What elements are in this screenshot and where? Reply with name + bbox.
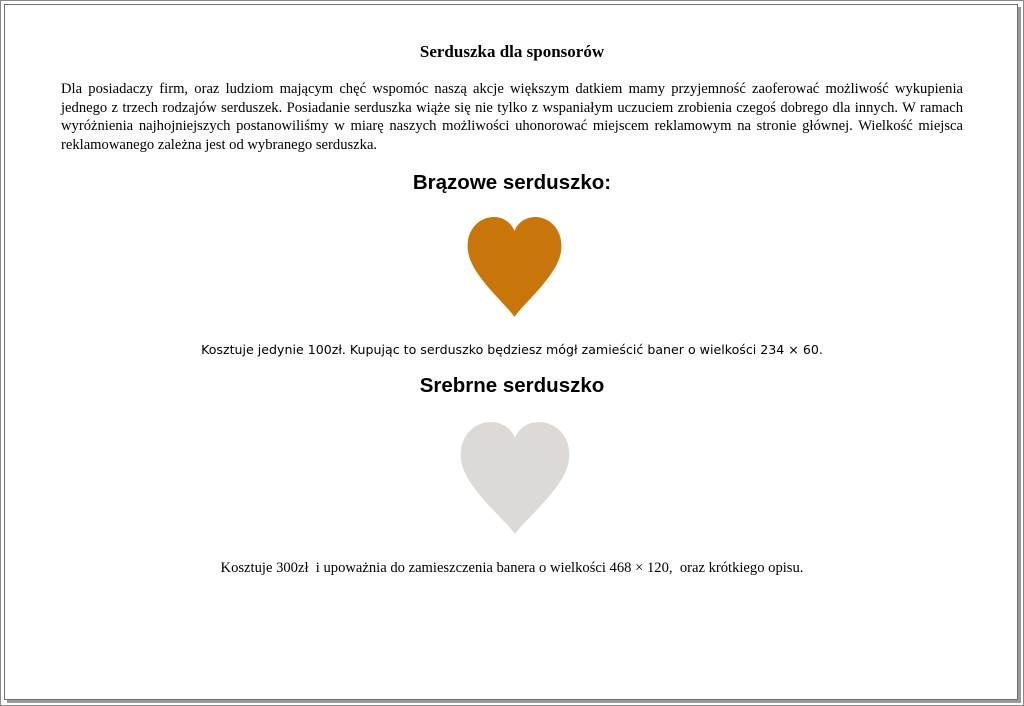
bronze-heart-heading: Brązowe serduszko:	[412, 171, 612, 194]
silver-heart-description: Kosztuje 300zł i upoważnia do zamieszczenia banera o wielkości 468 × 120, oraz krótkiego opisu.	[220, 560, 804, 576]
bronze-heart-icon	[467, 217, 562, 317]
page-title: Serduszka dla sponsorów	[419, 42, 605, 61]
bronze-heart-description: Kosztuje jedynie 100zł. Kupując to serduszko będziesz mógł zamieścić baner o wielkości 234 × 60.	[201, 342, 823, 357]
silver-heart-icon	[460, 422, 570, 534]
silver-heart-shape	[461, 422, 570, 534]
silver-heart-heading: Srebrne serduszko	[419, 374, 605, 397]
bronze-heart-shape	[468, 217, 562, 317]
intro-paragraph: Dla posiadaczy firm, oraz ludziom mającym chęć wspomóc naszą akcje większym datkiem mamy przyjemność zaoferować możliwość wykupienia jednego z trzech rodzajów serduszek. Posiadanie serduszka wiąże się nie tylko z wspaniałym uczuciem zrobienia czegoś dobrego dla innych. W ramach wyróżnienia najhojniejszych postanowiliśmy w miarę naszych możliwości uhonorować miejscem reklamowym na stronie głównej. Wielkość miejsca reklamowanego zależna jest od wybranego serduszka.	[61, 81, 963, 153]
